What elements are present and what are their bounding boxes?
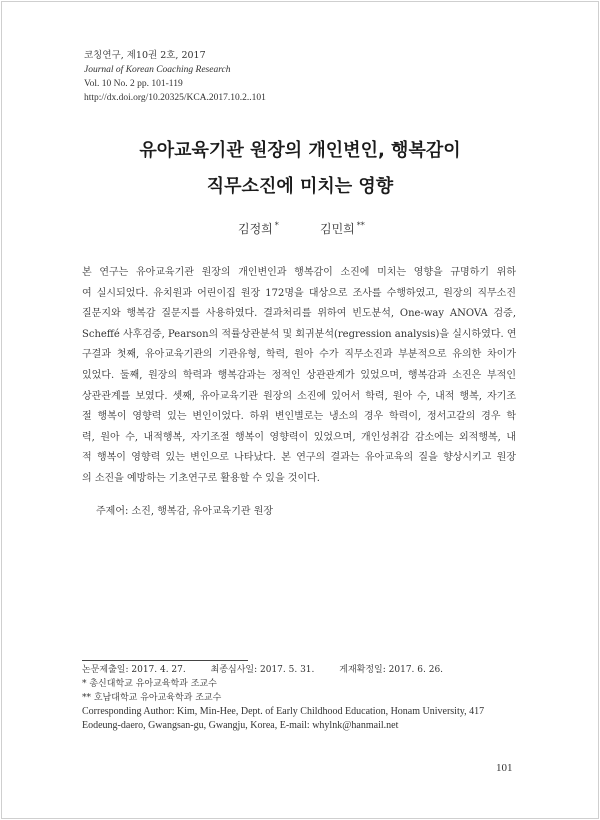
submitted-date: 논문제출일: 2017. 4. 27. (82, 665, 186, 675)
affiliation-2: ** 호남대학교 유아교육학과 조교수 (82, 692, 222, 703)
abstract-line: 여 실시되었다. 유치원과 어린이집 원장 172명을 대상으로 조사를 수행하였고, 원장의 직무소진 (82, 287, 516, 299)
abstract-line: 구결과 첫째, 유아교육기관의 기관유형, 학력, 원아 수가 직무소진과 부분적으로 유의한 차이가 (82, 349, 516, 361)
author-2-name: 김민희 (320, 222, 355, 236)
reviewed-date: 최종심사일: 2017. 5. 31. (210, 665, 315, 675)
author-1-mark: * (274, 221, 279, 230)
abstract-line: 본 연구는 유아교육기관 원장의 개인변인과 행복감이 소진에 미치는 영향을 규명하기 위하 (82, 267, 516, 278)
footnotes (82, 664, 522, 733)
journal-header (84, 49, 266, 105)
keywords (96, 502, 273, 517)
publication-dates (82, 664, 522, 678)
abstract-line: 력, 원아 수, 내적행복, 자기조절 행복이 영향력이 있었으며, 개인성취감 감소에는 외적행복, 내 (82, 431, 516, 443)
page-number: 101 (496, 762, 513, 774)
journal-volume: Vol. 10 No. 2 pp. 101-119 (84, 79, 183, 89)
corresponding-author-line-1: Corresponding Author: Kim, Min-Hee, Dept. of Early Childhood Education, Honam University, 417 (82, 706, 485, 718)
author-1 (238, 220, 279, 237)
journal-doi: http://dx.doi.org/10.20325/KCA.2017.10.2..101 (84, 93, 266, 103)
abstract-line: 절 행복이 영향력 있는 변인이었다. 하위 변인별로는 냉소의 경우 학력이, 정서고갈의 경우 학 (82, 411, 516, 423)
abstract-line: 질문지와 행복감 질문지를 사용하였다. 결과처리를 위하여 빈도분석, One-way ANOVA 검증, (82, 308, 516, 320)
keywords-label: 주제어: (96, 506, 129, 517)
author-1-name: 김정희 (238, 222, 273, 236)
corresponding-author-line-2: Eodeung-daero, Gwangsan-gu, Gwangju, Korea, E-mail: whylnk@hanmail.net (82, 720, 399, 732)
accepted-date: 게재확정일: 2017. 6. 26. (339, 665, 444, 675)
author-2 (320, 220, 365, 237)
abstract-line: 있었다. 둘째, 원장의 학력과 행복감과는 정적인 상관관계가 있었으며, 행복감과 소진은 부적인 (82, 369, 516, 381)
affiliation-1: * 총신대학교 유아교육학과 조교수 (82, 678, 217, 689)
abstract-line: 적 행복이 영향력 있는 변인으로 나타났다. 본 연구의 결과는 유아교육의 질을 향상시키고 원장 (82, 452, 516, 464)
footnote-divider (82, 660, 248, 661)
abstract-line: 상관관계를 보였다. 셋째, 유아교육기관 원장의 소진에 있어서 학력, 원아 수, 내적 행복, 자기조 (82, 390, 516, 402)
abstract-line: Scheffé 사후검증, Pearson의 적률상관분석 및 회귀분석(regression analysis)을 실시하였다. 연 (82, 328, 517, 340)
paper-title-line-2: 직무소진에 미치는 영향 (206, 176, 394, 197)
abstract (82, 263, 516, 490)
keywords-value: 소진, 행복감, 유아교육기관 원장 (131, 506, 274, 517)
journal-english: Journal of Korean Coaching Research (84, 65, 231, 75)
abstract-line: 의 소진을 예방하는 기초연구로 활용할 수 있을 것이다. (82, 472, 320, 484)
paper-title-line-1: 유아교육기관 원장의 개인변인, 행복감이 (139, 140, 461, 161)
author-2-mark: ** (356, 221, 365, 230)
journal-korean: 코칭연구, 제10권 2호, 2017 (84, 50, 206, 61)
